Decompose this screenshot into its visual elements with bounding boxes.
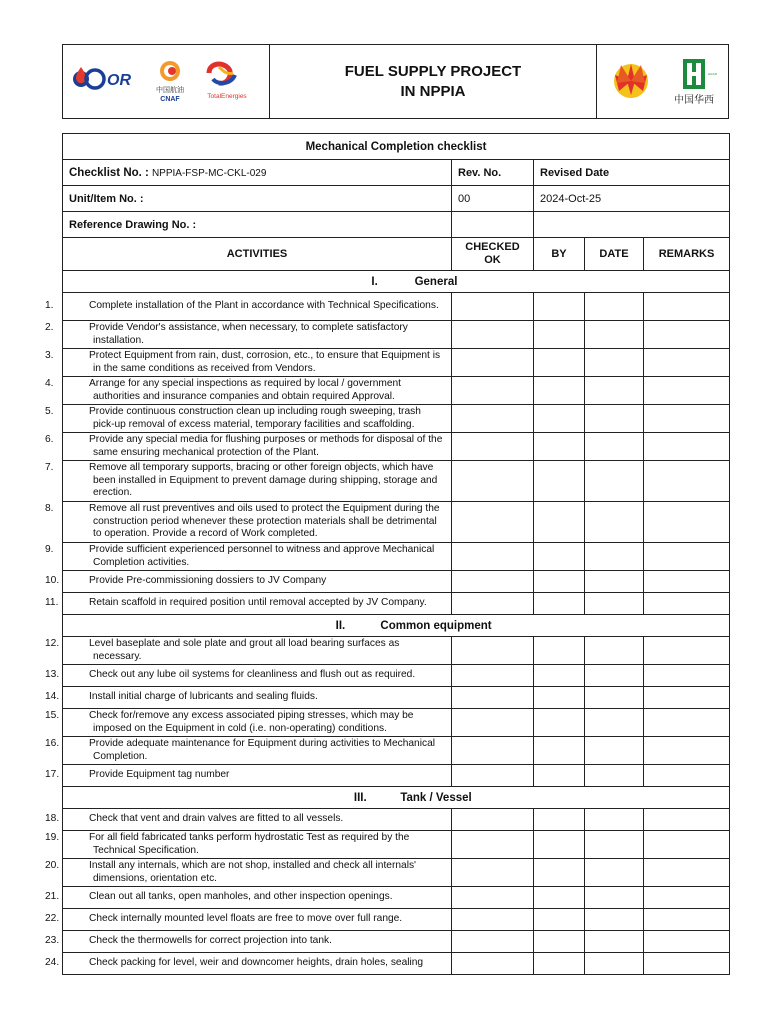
item-number: 18.	[45, 813, 60, 825]
by-cell[interactable]	[534, 931, 585, 953]
checked-ok-cell[interactable]	[452, 461, 534, 502]
svg-text:HUAXI: HUAXI	[708, 72, 718, 76]
date-cell[interactable]	[585, 377, 644, 405]
remarks-cell[interactable]	[644, 831, 730, 859]
item-text: Check internally mounted level floats are free to move over full range.	[89, 913, 403, 925]
activity-text-wrap	[45, 710, 445, 735]
checklist-title-row	[63, 134, 730, 160]
by-cell[interactable]	[534, 637, 585, 665]
date-cell[interactable]	[585, 461, 644, 502]
checklist-table	[45, 133, 730, 975]
item-number: 22.	[45, 913, 60, 925]
activity-cell	[45, 543, 452, 571]
activity-text-wrap	[45, 350, 445, 375]
checklist-item-row	[63, 931, 730, 953]
date-cell[interactable]	[585, 859, 644, 887]
column-header-row	[63, 238, 730, 271]
by-cell[interactable]	[534, 377, 585, 405]
checked-ok-cell[interactable]	[452, 543, 534, 571]
reference-drawing-label: Reference Drawing No. :	[63, 212, 452, 238]
remarks-cell[interactable]	[644, 765, 730, 787]
checked-ok-cell[interactable]	[452, 349, 534, 377]
item-number: 8.	[45, 503, 54, 515]
item-text: Clean out all tanks, open manholes, and other inspection openings.	[89, 891, 393, 903]
remarks-cell[interactable]	[644, 887, 730, 909]
activity-text-wrap	[45, 503, 445, 541]
by-cell[interactable]	[534, 293, 585, 321]
checklist-item-row	[63, 571, 730, 593]
date-cell[interactable]	[585, 571, 644, 593]
checklist-item-row	[63, 953, 730, 975]
checked-ok-cell[interactable]	[452, 687, 534, 709]
date-cell[interactable]	[585, 709, 644, 737]
checked-ok-cell[interactable]	[452, 293, 534, 321]
checklist-item-row	[63, 765, 730, 787]
activity-cell	[45, 831, 452, 859]
by-cell[interactable]	[534, 433, 585, 461]
checklist-item-row	[63, 737, 730, 765]
date-cell[interactable]	[585, 737, 644, 765]
checklist-number-row	[63, 160, 730, 186]
item-text: Provide any special media for flushing purposes or methods for disposal of the same ensuring mechanical protection of the Plant.	[89, 434, 443, 458]
reference-drawing-value-1	[452, 212, 534, 238]
activity-text-wrap	[45, 406, 445, 431]
checked-ok-cell[interactable]	[452, 377, 534, 405]
checklist-item-row	[63, 461, 730, 502]
activity-text-wrap	[45, 669, 445, 682]
item-number: 3.	[45, 350, 54, 361]
activity-text-wrap	[45, 832, 445, 857]
section-header	[63, 271, 730, 293]
petrochina-logo	[614, 64, 648, 98]
activity-cell	[45, 887, 452, 909]
date-cell[interactable]	[585, 909, 644, 931]
section-header	[63, 615, 730, 637]
remarks-cell[interactable]	[644, 931, 730, 953]
checked-ok-cell[interactable]	[452, 405, 534, 433]
checklist-item-row	[63, 377, 730, 405]
section-header	[63, 787, 730, 809]
activity-cell	[45, 433, 452, 461]
checked-ok-cell[interactable]	[452, 321, 534, 349]
checklist-item-row	[63, 433, 730, 461]
by-cell[interactable]	[534, 887, 585, 909]
remarks-cell[interactable]	[644, 293, 730, 321]
checklist-item-row	[63, 831, 730, 859]
checked-ok-cell[interactable]	[452, 571, 534, 593]
revised-date-label: Revised Date	[534, 160, 730, 186]
item-text: Check that vent and drain valves are fitted to all vessels.	[89, 813, 344, 825]
by-cell[interactable]	[534, 831, 585, 859]
checklist-number-value: NPPIA-FSP-MC-CKL-029	[151, 167, 267, 179]
remarks-cell[interactable]	[644, 737, 730, 765]
activity-cell	[45, 377, 452, 405]
item-text: Provide continuous construction clean up including rough sweeping, trash pick-up removal of excess material, temporary facilities and scaffolding.	[89, 406, 421, 430]
item-text: Check out any lube oil systems for cleanliness and flush out as required.	[89, 669, 416, 681]
item-text: Remove all rust preventives and oils used to protect the Equipment during the construction period whenever these protection materials shall be detrimental to operation. Provide a record of Work completed.	[89, 503, 440, 540]
remarks-cell[interactable]	[644, 709, 730, 737]
activity-text-wrap	[45, 738, 445, 763]
checklist-item-row	[63, 349, 730, 377]
activity-text-wrap	[45, 597, 445, 610]
date-cell[interactable]	[585, 321, 644, 349]
date-cell[interactable]	[585, 349, 644, 377]
document-title	[270, 45, 596, 118]
checked-ok-cell[interactable]	[452, 709, 534, 737]
by-cell[interactable]	[534, 321, 585, 349]
or-logo-text: OR	[107, 72, 131, 89]
remarks-cell[interactable]	[644, 953, 730, 975]
col-activities: ACTIVITIES	[63, 238, 452, 271]
checklist-number-label: Checklist No. :	[69, 166, 149, 179]
item-text: Provide sufficient experienced personnel to witness and approve Mechanical Completion activities.	[89, 544, 435, 568]
activity-cell	[45, 687, 452, 709]
item-number: 6.	[45, 434, 54, 445]
activity-text-wrap	[45, 691, 445, 704]
date-cell[interactable]	[585, 433, 644, 461]
item-text: Check packing for level, weir and downcomer heights, drain holes, sealing	[89, 957, 424, 969]
activity-cell	[45, 293, 452, 321]
or-logo	[73, 67, 131, 89]
date-cell[interactable]	[585, 953, 644, 975]
svg-text:CNAF: CNAF	[160, 96, 180, 103]
checked-ok-cell[interactable]	[452, 502, 534, 543]
item-text: Retain scaffold in required position until removal accepted by JV Company.	[89, 597, 427, 609]
checklist-item-row	[63, 321, 730, 349]
item-number: 17.	[45, 769, 60, 781]
title-line-2: IN NPPIA	[400, 82, 466, 100]
checklist-item-row	[63, 293, 730, 321]
item-text: Complete installation of the Plant in accordance with Technical Specifications.	[89, 300, 439, 312]
partner-logos-graphic	[63, 45, 267, 117]
section-number: III.	[353, 791, 367, 804]
activity-text-wrap	[45, 322, 445, 347]
item-number: 1.	[45, 300, 54, 312]
checked-ok-cell[interactable]	[452, 593, 534, 615]
checked-ok-cell[interactable]	[452, 909, 534, 931]
checked-ok-cell[interactable]	[452, 953, 534, 975]
huaxi-logo	[674, 59, 717, 106]
remarks-cell[interactable]	[644, 909, 730, 931]
item-text: Provide adequate maintenance for Equipment during activities to Mechanical Completion.	[89, 738, 436, 762]
activity-cell	[45, 909, 452, 931]
svg-text:中国航油: 中国航油	[156, 86, 184, 94]
activity-cell	[45, 859, 452, 887]
item-number: 16.	[45, 738, 60, 749]
checked-ok-cell[interactable]	[452, 433, 534, 461]
checked-ok-cell[interactable]	[452, 831, 534, 859]
checked-ok-cell[interactable]	[452, 737, 534, 765]
section-number: I.	[371, 275, 378, 288]
by-cell[interactable]	[534, 593, 585, 615]
date-cell[interactable]	[585, 502, 644, 543]
item-text: Install any internals, which are not shop, installed and check all internals' dimensions, orientation etc.	[89, 860, 416, 884]
section-header-row	[63, 615, 730, 637]
col-remarks: REMARKS	[644, 238, 730, 271]
remarks-cell[interactable]	[644, 543, 730, 571]
svg-text:中国华西: 中国华西	[674, 95, 714, 106]
client-logos-graphic	[597, 45, 726, 117]
cnaf-logo	[156, 61, 184, 103]
item-number: 9.	[45, 544, 54, 555]
item-number: 7.	[45, 462, 54, 474]
item-number: 10.	[45, 575, 60, 587]
date-cell[interactable]	[585, 593, 644, 615]
date-cell[interactable]	[585, 809, 644, 831]
by-cell[interactable]	[534, 737, 585, 765]
date-cell[interactable]	[585, 637, 644, 665]
activity-cell	[45, 405, 452, 433]
checklist-title: Mechanical Completion checklist	[63, 134, 730, 160]
by-cell[interactable]	[534, 709, 585, 737]
item-text: Install initial charge of lubricants and sealing fluids.	[89, 691, 318, 703]
activity-cell	[45, 637, 452, 665]
date-cell[interactable]	[585, 931, 644, 953]
item-text: Provide Vendor's assistance, when necessary, to complete satisfactory installation.	[89, 322, 408, 346]
remarks-cell[interactable]	[644, 571, 730, 593]
activity-text-wrap	[45, 957, 445, 970]
date-cell[interactable]	[585, 831, 644, 859]
activity-text-wrap	[45, 378, 445, 403]
activity-cell	[45, 321, 452, 349]
document-header	[62, 44, 729, 119]
activity-cell	[45, 349, 452, 377]
activity-cell	[45, 571, 452, 593]
activity-cell	[45, 709, 452, 737]
remarks-cell[interactable]	[644, 637, 730, 665]
item-number: 13.	[45, 669, 60, 681]
date-cell[interactable]	[585, 543, 644, 571]
remarks-cell[interactable]	[644, 809, 730, 831]
item-text: Check for/remove any excess associated piping stresses, which may be imposed on the Equipment in cold (i.e. non-operating) conditions.	[89, 710, 414, 734]
activity-cell	[45, 502, 452, 543]
col-checked-ok	[452, 238, 534, 271]
checked-ok-cell[interactable]	[452, 931, 534, 953]
activity-cell	[45, 953, 452, 975]
activity-text-wrap	[45, 544, 445, 569]
item-number: 5.	[45, 406, 54, 417]
rev-no-label: Rev. No.	[452, 160, 534, 186]
section-title: Common equipment	[380, 619, 492, 632]
date-cell[interactable]	[585, 665, 644, 687]
item-number: 4.	[45, 378, 54, 389]
item-text: Level baseplate and sole plate and grout all load bearing surfaces as necessary.	[89, 638, 400, 662]
by-cell[interactable]	[534, 571, 585, 593]
item-number: 21.	[45, 891, 60, 903]
item-number: 23.	[45, 935, 60, 947]
activity-text-wrap	[45, 860, 445, 885]
title-line-1: FUEL SUPPLY PROJECT	[344, 62, 522, 80]
revised-date-value: 2024-Oct-25	[534, 186, 730, 212]
checklist-item-row	[63, 405, 730, 433]
by-cell[interactable]	[534, 687, 585, 709]
col-date: DATE	[585, 238, 644, 271]
by-cell[interactable]	[534, 543, 585, 571]
remarks-cell[interactable]	[644, 461, 730, 502]
item-text: Protect Equipment from rain, dust, corrosion, etc., to ensure that Equipment is in the same conditions as received from Vendors.	[89, 350, 441, 374]
unit-row	[63, 186, 730, 212]
by-cell[interactable]	[534, 809, 585, 831]
checklist-item-row	[63, 887, 730, 909]
checklist-item-row	[63, 637, 730, 665]
client-logos	[596, 45, 728, 118]
checklist-item-row	[63, 709, 730, 737]
date-cell[interactable]	[585, 687, 644, 709]
activity-cell	[45, 461, 452, 502]
by-cell[interactable]	[534, 349, 585, 377]
rev-no-value: 00	[452, 186, 534, 212]
by-cell[interactable]	[534, 405, 585, 433]
activity-text-wrap	[45, 434, 445, 459]
date-cell[interactable]	[585, 293, 644, 321]
activity-cell	[45, 931, 452, 953]
checklist-item-row	[63, 593, 730, 615]
item-number: 15.	[45, 710, 60, 721]
svg-text:TotalEnergies: TotalEnergies	[207, 93, 247, 100]
section-title: General	[414, 275, 458, 288]
activity-text-wrap	[45, 638, 445, 663]
activity-text-wrap	[45, 462, 445, 500]
item-number: 2.	[45, 322, 54, 333]
section-header-row	[63, 787, 730, 809]
remarks-cell[interactable]	[644, 433, 730, 461]
totalenergies-logo	[207, 64, 247, 100]
checked-ok-cell[interactable]	[452, 665, 534, 687]
by-cell[interactable]	[534, 953, 585, 975]
item-number: 14.	[45, 691, 60, 703]
unit-item-label: Unit/Item No. :	[63, 186, 452, 212]
item-number: 20.	[45, 860, 60, 871]
activity-text-wrap	[45, 891, 445, 904]
by-cell[interactable]	[534, 502, 585, 543]
by-cell[interactable]	[534, 461, 585, 502]
checklist-number-cell	[63, 160, 452, 186]
item-number: 24.	[45, 957, 60, 969]
checked-ok-cell[interactable]	[452, 765, 534, 787]
item-number: 19.	[45, 832, 60, 843]
checklist-item-row	[63, 665, 730, 687]
item-text: Check the thermowells for correct projection into tank.	[89, 935, 332, 947]
partner-logos	[63, 45, 270, 118]
date-cell[interactable]	[585, 887, 644, 909]
by-cell[interactable]	[534, 765, 585, 787]
by-cell[interactable]	[534, 909, 585, 931]
checklist-item-row	[63, 687, 730, 709]
remarks-cell[interactable]	[644, 859, 730, 887]
section-number: II.	[335, 619, 346, 632]
reference-drawing-row	[63, 212, 730, 238]
col-by: BY	[534, 238, 585, 271]
remarks-cell[interactable]	[644, 502, 730, 543]
item-number: 12.	[45, 638, 60, 649]
by-cell[interactable]	[534, 665, 585, 687]
item-text: Provide Pre-commissioning dossiers to JV Company	[89, 575, 327, 587]
remarks-cell[interactable]	[644, 665, 730, 687]
checked-ok-cell[interactable]	[452, 637, 534, 665]
section-header-row	[63, 271, 730, 293]
checklist-item-row	[63, 859, 730, 887]
item-text: For all field fabricated tanks perform hydrostatic Test as required by the Technical Specification.	[89, 832, 410, 856]
checked-ok-cell[interactable]	[452, 809, 534, 831]
remarks-cell[interactable]	[644, 687, 730, 709]
remarks-cell[interactable]	[644, 321, 730, 349]
checklist-item-row	[63, 502, 730, 543]
section-title: Tank / Vessel	[400, 791, 472, 804]
activity-text-wrap	[45, 935, 445, 948]
remarks-cell[interactable]	[644, 405, 730, 433]
activity-text-wrap	[45, 769, 445, 782]
col-checked-line2: OK	[484, 254, 501, 266]
checked-ok-cell[interactable]	[452, 887, 534, 909]
activity-cell	[45, 809, 452, 831]
checked-ok-cell[interactable]	[452, 859, 534, 887]
activity-cell	[45, 593, 452, 615]
checklist-item-row	[63, 543, 730, 571]
activity-cell	[45, 737, 452, 765]
remarks-cell[interactable]	[644, 593, 730, 615]
activity-text-wrap	[45, 813, 445, 826]
col-checked-line1: CHECKED	[465, 241, 520, 253]
activity-text-wrap	[45, 300, 445, 313]
item-text: Arrange for any special inspections as required by local / government authorities and insurance companies and obtain required Approval.	[89, 378, 402, 402]
date-cell[interactable]	[585, 765, 644, 787]
item-text: Provide Equipment tag number	[89, 769, 230, 781]
activity-cell	[45, 765, 452, 787]
activity-cell	[45, 665, 452, 687]
reference-drawing-value-2	[534, 212, 730, 238]
activity-text-wrap	[45, 913, 445, 926]
item-number: 11.	[45, 597, 59, 609]
by-cell[interactable]	[534, 859, 585, 887]
checklist-item-row	[63, 909, 730, 931]
checklist-item-row	[63, 809, 730, 831]
activity-text-wrap	[45, 575, 445, 588]
date-cell[interactable]	[585, 405, 644, 433]
item-text: Remove all temporary supports, bracing or other foreign objects, which have been installed in Equipment to prevent damage during shipping, storage and erection.	[89, 462, 438, 499]
remarks-cell[interactable]	[644, 349, 730, 377]
remarks-cell[interactable]	[644, 377, 730, 405]
